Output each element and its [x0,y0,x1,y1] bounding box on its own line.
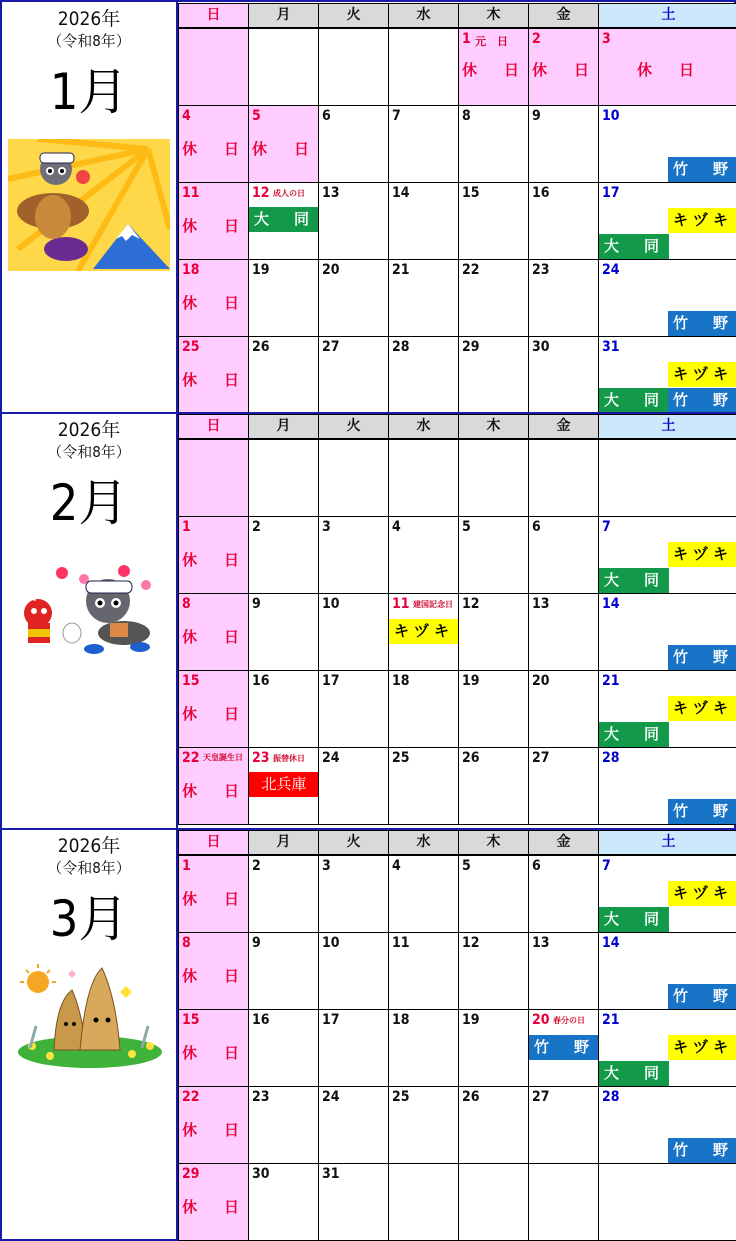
holiday-label: 休 日 [181,140,245,158]
day-cell[interactable] [318,932,389,1010]
weekday-header: 金 [528,830,599,855]
day-cell[interactable] [458,105,529,183]
month-sidebar [2,2,178,412]
day-cell[interactable] [528,182,599,260]
day-number: 2 [252,519,261,535]
day-cell[interactable] [318,28,389,106]
day-cell[interactable] [318,439,389,517]
day-number: 21 [602,673,620,689]
day-cell[interactable] [598,259,736,337]
day-cell[interactable] [178,105,249,183]
day-cell[interactable] [388,336,459,414]
day-number: 28 [392,339,410,355]
holiday-name: 天皇誕生日 [203,753,243,762]
holiday-label: 休 日 [181,967,245,985]
day-number: 18 [392,673,410,689]
day-cell[interactable] [178,747,249,825]
weekday-header: 火 [318,414,389,439]
day-number: 14 [602,935,620,951]
day-cell[interactable] [458,1086,529,1164]
day-number: 25 [392,1089,410,1105]
day-number: 9 [252,935,261,951]
day-cell[interactable] [178,439,249,517]
holiday-name: 建国記念日 [413,600,453,609]
day-number: 22 [182,1089,200,1105]
month-section [2,413,736,828]
day-cell[interactable] [388,1163,459,1241]
day-cell[interactable] [388,1086,459,1164]
day-number: 11 [182,185,200,201]
day-cell[interactable] [598,670,736,748]
day-cell[interactable] [178,1086,249,1164]
day-cell[interactable] [248,855,319,933]
day-cell[interactable] [528,747,599,825]
day-cell[interactable] [318,1163,389,1241]
day-number: 11 [392,935,410,951]
day-number: 19 [462,673,480,689]
day-number: 20 [322,262,340,278]
day-number: 9 [532,108,541,124]
holiday-label: 休 日 [181,1198,245,1216]
month-name: 1月 [49,63,129,121]
day-cell[interactable] [528,439,599,517]
day-cell[interactable] [388,439,459,517]
day-number: 10 [322,935,340,951]
day-number: 28 [602,750,620,766]
weekday-header: 火 [318,3,389,28]
day-number: 19 [462,1012,480,1028]
day-number: 13 [532,596,550,612]
day-number: 1 [182,858,191,874]
day-cell[interactable] [318,182,389,260]
day-number: 13 [322,185,340,201]
day-cell[interactable] [388,747,459,825]
month-name: 3月 [49,890,129,948]
day-cell[interactable] [178,28,249,106]
month-sidebar [2,413,178,828]
day-number: 2 [532,31,541,47]
kizuki-badge: キヅキ [668,208,736,233]
day-cell[interactable] [598,336,736,414]
bamboo-shoot-illustration [16,962,164,1072]
day-number: 1 [182,519,191,535]
kizuki-badge: キヅキ [389,619,459,644]
day-number: 24 [322,1089,340,1105]
day-number: 17 [322,673,340,689]
day-cell[interactable] [598,105,736,183]
day-number: 17 [602,185,620,201]
daido-badge: 大 同 [599,388,669,413]
day-cell[interactable] [388,105,459,183]
day-cell[interactable] [178,855,249,933]
day-cell[interactable] [528,670,599,748]
day-cell[interactable] [528,259,599,337]
day-number: 16 [252,1012,270,1028]
weekday-header: 木 [458,414,529,439]
day-cell[interactable] [178,593,249,671]
month-divider [2,412,736,414]
daido-badge: 大 同 [599,568,669,593]
kizuki-badge: キヅキ [668,542,736,567]
day-number: 6 [322,108,331,124]
day-cell[interactable] [248,593,319,671]
day-cell[interactable] [178,182,249,260]
day-number: 12 [462,596,480,612]
day-number: 9 [252,596,261,612]
weekday-header: 月 [248,414,319,439]
day-cell[interactable] [458,747,529,825]
day-cell[interactable] [388,932,459,1010]
day-cell[interactable] [178,670,249,748]
day-number: 2 [252,858,261,874]
day-number: 11 [392,596,410,612]
day-cell[interactable] [598,932,736,1010]
day-number: 15 [182,673,200,689]
day-number: 27 [532,750,550,766]
holiday-label: 休 日 [181,782,245,800]
day-cell[interactable] [458,182,529,260]
day-cell[interactable] [318,105,389,183]
holiday-label: 休 日 [181,551,245,569]
day-number: 7 [392,108,401,124]
month-section [2,2,736,412]
holiday-name: 成人の日 [273,189,305,198]
weekday-header: 木 [458,830,529,855]
month-name: 2月 [49,474,129,532]
day-number: 10 [322,596,340,612]
day-cell[interactable] [458,439,529,517]
takeno-badge: 竹 野 [668,157,736,182]
day-number: 23 [532,262,550,278]
day-cell[interactable] [528,516,599,594]
day-number: 31 [322,1166,340,1182]
day-number: 27 [322,339,340,355]
day-number: 30 [252,1166,270,1182]
day-number: 22 [462,262,480,278]
day-number: 3 [602,31,611,47]
month-divider [2,828,736,830]
takeno-badge: 竹 野 [529,1035,599,1060]
holiday-name: 元 日 [475,35,508,48]
day-number: 21 [602,1012,620,1028]
day-cell[interactable] [598,747,736,825]
daido-badge: 大 同 [249,207,319,232]
day-number: 5 [252,108,261,124]
day-number: 31 [602,339,620,355]
day-cell[interactable] [178,259,249,337]
day-cell[interactable] [458,28,529,106]
day-cell[interactable] [178,1009,249,1087]
day-number: 5 [462,519,471,535]
day-number: 8 [182,935,191,951]
day-cell[interactable] [248,670,319,748]
day-cell[interactable] [528,28,599,106]
day-number: 10 [602,108,620,124]
holiday-name: 春分の日 [553,1016,585,1025]
day-cell[interactable] [318,259,389,337]
day-cell[interactable] [458,1163,529,1241]
day-cell[interactable] [528,1163,599,1241]
day-number: 3 [322,858,331,874]
day-cell[interactable] [528,593,599,671]
takeno-badge: 竹 野 [668,388,736,413]
weekday-header: 金 [528,414,599,439]
weekday-header: 土 [598,830,736,855]
day-number: 30 [532,339,550,355]
day-cell[interactable] [458,593,529,671]
month-section [2,829,736,1241]
day-number: 17 [322,1012,340,1028]
holiday-label: 休 日 [181,705,245,723]
day-number: 6 [532,519,541,535]
day-number: 22 [182,750,200,766]
day-cell[interactable] [178,932,249,1010]
weekday-header: 月 [248,830,319,855]
day-number: 20 [532,673,550,689]
day-cell[interactable] [388,516,459,594]
holiday-name: 振替休日 [273,754,305,763]
day-cell[interactable] [528,1086,599,1164]
era-label: （令和8年） [47,32,131,50]
day-number: 26 [252,339,270,355]
day-cell[interactable] [318,1009,389,1087]
day-cell[interactable] [248,932,319,1010]
daido-badge: 大 同 [599,1061,669,1086]
day-cell[interactable] [598,439,736,517]
holiday-label: 休 日 [181,217,245,235]
holiday-label: 休 日 [181,1044,245,1062]
holiday-label: 休 日 [251,140,315,158]
takeno-badge: 竹 野 [668,311,736,336]
day-cell[interactable] [598,182,736,260]
day-number: 19 [252,262,270,278]
day-cell[interactable] [458,516,529,594]
day-cell[interactable] [528,855,599,933]
day-number: 15 [182,1012,200,1028]
day-cell[interactable] [248,182,319,260]
day-cell[interactable] [318,336,389,414]
day-cell[interactable] [248,259,319,337]
day-number: 25 [182,339,200,355]
day-number: 27 [532,1089,550,1105]
holiday-label: 休 日 [531,61,595,79]
day-number: 5 [462,858,471,874]
day-number: 23 [252,1089,270,1105]
takeno-badge: 竹 野 [668,984,736,1009]
day-cell[interactable] [318,747,389,825]
day-cell[interactable] [458,1009,529,1087]
month-sidebar [2,829,178,1241]
day-cell[interactable] [458,855,529,933]
day-cell[interactable] [318,516,389,594]
day-number: 21 [392,262,410,278]
day-cell[interactable] [388,1009,459,1087]
day-cell[interactable] [388,593,459,671]
day-cell[interactable] [248,336,319,414]
day-cell[interactable] [318,1086,389,1164]
day-cell[interactable] [248,1009,319,1087]
day-number: 26 [462,750,480,766]
kitahyogo-badge: 北兵庫 [249,772,319,797]
day-number: 12 [252,185,270,201]
day-cell[interactable] [598,855,736,933]
daido-badge: 大 同 [599,907,669,932]
day-cell[interactable] [528,105,599,183]
day-cell[interactable] [248,28,319,106]
day-number: 16 [252,673,270,689]
holiday-label: 休 日 [181,294,245,312]
weekday-header: 金 [528,3,599,28]
holiday-label: 休 日 [181,628,245,646]
weekday-header: 月 [248,3,319,28]
day-number: 23 [252,750,270,766]
weekday-header: 日 [178,3,249,28]
day-cell[interactable] [318,670,389,748]
day-number: 7 [602,858,611,874]
holiday-label: 休 日 [181,1121,245,1139]
day-cell[interactable] [388,182,459,260]
day-number: 15 [462,185,480,201]
takeno-badge: 竹 野 [668,1138,736,1163]
day-cell[interactable] [248,1086,319,1164]
day-cell[interactable] [598,28,736,106]
holiday-label: 休 日 [181,890,245,908]
day-cell[interactable] [458,670,529,748]
day-cell[interactable] [388,259,459,337]
weekday-header: 水 [388,830,459,855]
day-number: 13 [532,935,550,951]
day-number: 7 [602,519,611,535]
day-cell[interactable] [458,259,529,337]
kizuki-badge: キヅキ [668,881,736,906]
day-cell[interactable] [528,932,599,1010]
day-cell[interactable] [178,516,249,594]
day-number: 24 [322,750,340,766]
day-cell[interactable] [598,516,736,594]
day-cell[interactable] [598,1086,736,1164]
day-number: 18 [182,262,200,278]
day-number: 14 [602,596,620,612]
holiday-label: 休 日 [636,61,700,79]
oni-setsubun-illustration [14,563,162,659]
weekday-header: 水 [388,414,459,439]
day-cell[interactable] [388,28,459,106]
year-label: 2026年 [57,835,121,857]
day-number: 18 [392,1012,410,1028]
day-number: 4 [392,858,401,874]
daido-badge: 大 同 [599,234,669,259]
day-cell[interactable] [248,516,319,594]
weekday-header: 日 [178,414,249,439]
day-number: 14 [392,185,410,201]
day-cell[interactable] [318,593,389,671]
weekday-header: 水 [388,3,459,28]
day-number: 3 [322,519,331,535]
year-label: 2026年 [57,419,121,441]
day-cell[interactable] [528,1009,599,1087]
day-cell[interactable] [248,439,319,517]
day-number: 29 [462,339,480,355]
day-number: 20 [532,1012,550,1028]
kizuki-badge: キヅキ [668,1035,736,1060]
day-number: 16 [532,185,550,201]
weekday-header: 土 [598,414,736,439]
day-cell[interactable] [458,932,529,1010]
day-number: 4 [182,108,191,124]
weekday-header: 土 [598,3,736,28]
weekday-header: 火 [318,830,389,855]
day-cell[interactable] [178,1163,249,1241]
eagle-fuji-illustration [8,139,170,275]
weekday-header: 木 [458,3,529,28]
day-number: 6 [532,858,541,874]
day-number: 26 [462,1089,480,1105]
era-label: （令和8年） [47,859,131,877]
day-cell[interactable] [248,1163,319,1241]
day-number: 25 [392,750,410,766]
daido-badge: 大 同 [599,722,669,747]
day-cell[interactable] [528,336,599,414]
day-cell[interactable] [318,855,389,933]
day-number: 12 [462,935,480,951]
day-number: 4 [392,519,401,535]
day-number: 8 [182,596,191,612]
year-label: 2026年 [57,8,121,30]
kizuki-badge: キヅキ [668,696,736,721]
day-number: 8 [462,108,471,124]
day-cell[interactable] [598,593,736,671]
takeno-badge: 竹 野 [668,645,736,670]
era-label: （令和8年） [47,443,131,461]
takeno-badge: 竹 野 [668,799,736,824]
day-cell[interactable] [388,855,459,933]
holiday-label: 休 日 [181,371,245,389]
day-cell[interactable] [178,336,249,414]
kizuki-badge: キヅキ [668,362,736,387]
holiday-label: 休 日 [461,61,525,79]
day-number: 29 [182,1166,200,1182]
day-number: 24 [602,262,620,278]
day-cell[interactable] [388,670,459,748]
day-cell[interactable] [598,1163,736,1241]
day-cell[interactable] [248,105,319,183]
day-number: 1 [462,31,471,47]
day-cell[interactable] [458,336,529,414]
day-number: 28 [602,1089,620,1105]
day-cell[interactable] [598,1009,736,1087]
day-cell[interactable] [248,747,319,825]
weekday-header: 日 [178,830,249,855]
